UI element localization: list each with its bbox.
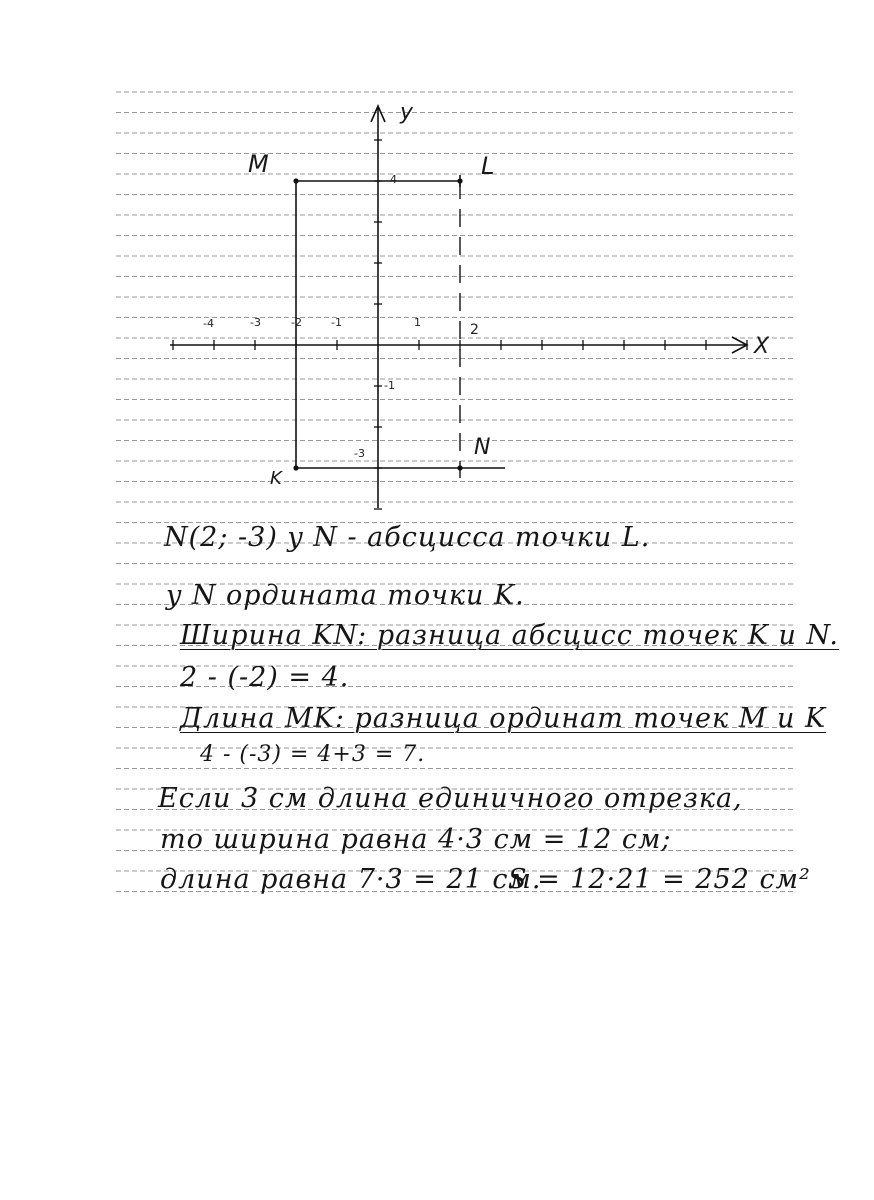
x-tick-label: -4	[203, 317, 214, 330]
y-tick-label: -3	[354, 447, 365, 460]
x-tick-label: -1	[331, 316, 342, 329]
ruled-lines	[116, 92, 796, 892]
x-tick-label: 2	[470, 322, 479, 338]
point-label-n: N	[474, 435, 491, 460]
point-label-k: K	[270, 468, 282, 489]
x-tick-label: -3	[250, 316, 261, 329]
text-line: длина равна 7·3 = 21 см.	[160, 864, 542, 895]
x-tick-label: 1	[414, 316, 421, 329]
text-line: N(2; -3) y N - абсцисса точки L.	[164, 522, 651, 553]
text-line: y N ордината точки K.	[166, 580, 525, 611]
text-line: 4 - (-3) = 4+3 = 7.	[200, 742, 426, 767]
text-line: Если 3 см длина единичного отрезка,	[158, 783, 743, 814]
point-label-l: L	[481, 152, 495, 180]
text-line: S = 12·21 = 252 см²	[508, 864, 811, 895]
point-label-m: M	[248, 150, 269, 178]
y-tick-label: 4	[390, 173, 397, 186]
point-l-dot	[457, 178, 462, 183]
point-k-dot	[293, 465, 298, 470]
text-line: Ширина KN: разница абсцисс точек K и N.	[180, 620, 839, 651]
text-line: Длина MK: разница ординат точек M и K	[180, 703, 827, 734]
text-line: то ширина равна 4·3 см = 12 см;	[160, 824, 672, 855]
y-axis-label: y	[400, 100, 414, 125]
point-n-dot	[457, 465, 462, 470]
x-axis-label: X	[754, 334, 770, 359]
text-line: 2 - (-2) = 4.	[180, 662, 350, 693]
point-m-dot	[293, 178, 298, 183]
y-tick-label: -1	[384, 379, 395, 392]
x-tick-label: -2	[291, 316, 302, 329]
